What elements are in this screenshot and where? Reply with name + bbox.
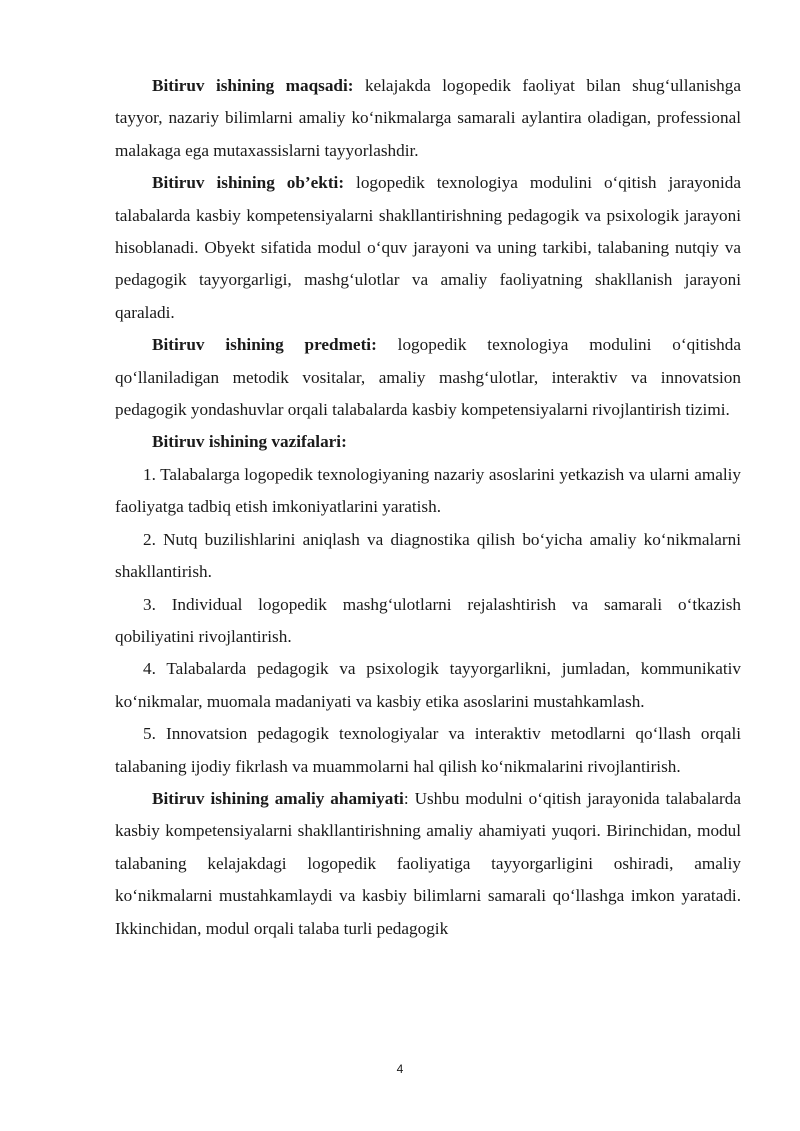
task-item-2: 2. Nutq buzilishlarini aniqlash va diagnostika qilish bo‘yicha amaliy ko‘nikmalarni shakllantirish. xyxy=(115,529,741,582)
task-item-3: 3. Individual logopedik mashg‘ulotlarni rejalashtirish va samarali o‘tkazish qobiliyatini rivojlantirish. xyxy=(115,594,741,646)
goal-text: kelajakda logopedik faoliyat bilan shug‘ullanishga tayyor, nazariy bilimlarni amaliy ko‘nikmalarga samarali aylantira oladigan, professional malakaga ega mutaxassislarni tayyorlashdir. xyxy=(115,76,741,160)
significance-label: Bitiruv ishining amaliy ahamiyati xyxy=(152,788,404,808)
object-text: logopedik texnologiya modulini o‘qitish jarayonida talabalarda kasbiy kompetensiyalarni shakllantirishning pedagogik va psixologik jarayoni hisoblanadi. Obyekt sifatida modul o‘quv jarayoni va uning tarkibi, talabaning nutqiy va pedagogik tayyorgarligi, mashg‘ulotlar va amaliy faoliyatning shakllanish jarayoni qaraladi. xyxy=(115,173,741,322)
subject-label: Bitiruv ishining predmeti: xyxy=(152,335,377,355)
goal-label: Bitiruv ishining maqsadi: xyxy=(152,76,354,95)
task-item-4: 4. Talabalarda pedagogik va psixologik tayyorgarlikni, jumladan, kommunikativ ko‘nikmalar, muomala madaniyati va kasbiy etika asoslarini mustahkamlash. xyxy=(115,659,741,711)
subject-text: logopedik texnologiya modulini o‘qitishda qo‘llaniladigan metodik vositalar, amaliy mashg‘ulotlar, interaktiv va innovatsion pedagogik yondashuvlar orqali talabalarda kasbiy kompetensiyalarni rivojlantirish tizimi. xyxy=(115,335,741,420)
task-item-5: 5. Innovatsion pedagogik texnologiyalar va interaktiv metodlarni qo‘llash orqali talabaning ijodiy fikrlash va muammolarni hal qilish ko‘nikmalarini rivojlantirish. xyxy=(115,724,741,776)
task-item-1: 1. Talabalarga logopedik texnologiyaning nazariy asoslarini yetkazish va ularni amaliy faoliyatga tadbiq etish imkoniyatlarini yaratish. xyxy=(115,464,741,517)
significance-text: : Ushbu modulni o‘qitish jarayonida talabalarda kasbiy kompetensiyalarni shakllantirishning amaliy ahamiyati yuqori. Birinchidan, modul talabaning kelajakdagi logopedik faoliyatiga tayyorgarligini oshiradi, amaliy ko‘nikmalarni mustahkamlaydi va kasbiy bilimlarni samarali qo‘llashga imkon yaratadi. Ikkinchidan, modul orqali talaba turli pedagogik xyxy=(115,788,741,938)
object-paragraph xyxy=(115,167,741,329)
subject-paragraph xyxy=(115,329,741,426)
tasks-heading xyxy=(115,426,741,458)
goal-paragraph xyxy=(115,70,741,167)
document-page xyxy=(115,70,741,945)
significance-paragraph xyxy=(115,783,741,945)
object-label: Bitiruv ishining ob’ekti: xyxy=(152,173,345,193)
tasks-heading-label: Bitiruv ishining vazifalari: xyxy=(152,432,347,452)
page-number: 4 xyxy=(396,1062,404,1076)
